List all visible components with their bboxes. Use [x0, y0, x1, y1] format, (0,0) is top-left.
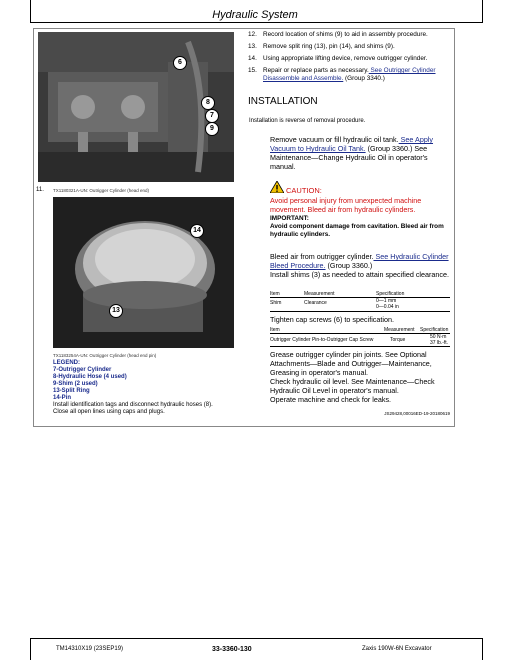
table-cell: Shim	[270, 300, 282, 306]
table-header: Item	[270, 291, 280, 297]
apply-vacuum-link[interactable]: See Apply Vacuum to Hydraulic Oil Tank.	[270, 135, 434, 153]
figure-2-photo	[53, 197, 234, 348]
caution-text: Avoid personal injury from unexpected machine movement. Bleed air from hydraulic cylinders.	[270, 196, 422, 214]
table-cell: Clearance	[304, 300, 327, 306]
important-label: IMPORTANT:	[270, 215, 309, 222]
legend-item: 7-Outrigger Cylinder	[53, 367, 112, 373]
table-header: Measurement	[384, 327, 415, 333]
callout-8: 8	[201, 96, 215, 110]
callout-6: 6	[173, 56, 187, 70]
bleed-air-paragraph: Bleed air from outrigger cylinder. See Hydraulic Cylinder Bleed Procedure. (Group 3360.)	[270, 252, 449, 270]
table-cell: 50 N·m	[430, 334, 447, 340]
callout-14: 14	[190, 224, 204, 238]
callout-7: 7	[205, 109, 219, 123]
grease-pins-paragraph: Grease outrigger cylinder pin joints. See Optional Attachments—Blade and Outrigger—Maintenance, Greasing in operator's manual.	[270, 350, 432, 377]
footer-machine-model: Zaxis 190W-6N Excavator	[362, 646, 432, 652]
legend-item: 14-Pin	[53, 395, 72, 401]
figure-1-caption: TX1180321A-UN: Outrigger Cylinder (head end)	[53, 188, 149, 193]
torque-spec-table	[270, 327, 450, 347]
footer-left-border	[30, 638, 31, 660]
legend-item: 13-Split Ring	[53, 388, 90, 394]
step-15: 15. Repair or replace parts as necessary. See Outrigger Cylinder Disassemble and Assemble. (Group 3340.)	[248, 67, 436, 82]
footer-right-border	[482, 638, 483, 660]
table-header: Specification	[376, 291, 405, 297]
outrigger-disassemble-link[interactable]: See Outrigger Cylinder Disassemble and Assemble.	[263, 67, 436, 82]
table-cell: 0—1 mm	[376, 298, 397, 304]
caution-label: CAUTION:	[286, 186, 322, 195]
operate-machine-paragraph: Operate machine and check for leaks.	[270, 395, 392, 404]
installation-heading: INSTALLATION	[248, 96, 318, 107]
table-cell: 0—0.04 in	[376, 304, 399, 310]
legend	[53, 360, 213, 416]
legend-title: LEGEND:	[53, 360, 80, 366]
callout-13: 13	[109, 304, 123, 318]
check-oil-level-paragraph: Check hydraulic oil level. See Maintenance—Check Hydraulic Oil Level in operator's manual.	[270, 377, 435, 395]
callout-9: 9	[205, 122, 219, 136]
cylinder-pin-illustration	[53, 197, 234, 348]
step-12: 12. Record location of shims (9) to aid in assembly procedure.	[248, 31, 428, 38]
step-14: 14. Using appropriate lifting device, remove outrigger cylinder.	[248, 55, 428, 62]
table-header: Item	[270, 327, 280, 333]
footer-page-number: 33-3360-130	[212, 646, 252, 653]
document-reference: JS29428,00016ED-19-20180619	[384, 411, 450, 416]
disconnect-hoses-text: Install identification tags and disconnect hydraulic hoses (8).	[53, 402, 213, 408]
figure-2-caption: TX1183254A-UN: Outrigger Cylinder (head end pin)	[53, 353, 157, 358]
table-header: Measurement	[304, 291, 335, 297]
table-cell: Outrigger Cylinder Pin-to-Outrigger Cap Screw	[270, 337, 374, 343]
step-13: 13. Remove split ring (13), pin (14), and shims (9).	[248, 43, 395, 50]
shim-spec-table	[270, 291, 450, 317]
table-cell: 37 lb.-ft.	[430, 340, 449, 346]
legend-item: 9-Shim (2 used)	[53, 381, 98, 387]
footer-manual-id: TM14310X19 (23SEP19)	[56, 646, 124, 652]
bleed-procedure-link[interactable]: See Hydraulic Cylinder Bleed Procedure.	[270, 252, 449, 270]
close-lines-text: Close all open lines using caps and plugs.	[53, 409, 165, 415]
install-shims-paragraph: Install shims (3) as needed to attain specified clearance.	[270, 270, 449, 279]
table-header: Specification	[420, 327, 449, 333]
warning-triangle-icon	[270, 181, 284, 193]
footer-rule	[30, 638, 483, 639]
legend-item: 8-Hydraulic Hose (4 used)	[53, 374, 127, 380]
important-text: Avoid component damage from cavitation. Bleed air from hydraulic cylinders.	[270, 223, 444, 238]
header-rule	[30, 22, 483, 23]
section-title: Hydraulic System	[212, 9, 298, 21]
tighten-cap-screws-paragraph: Tighten cap screws (6) to specification.	[270, 315, 394, 324]
installation-intro: Installation is reverse of removal procedure.	[249, 118, 366, 124]
fill-hydraulic-tank-paragraph: Remove vacuum or fill hydraulic oil tank. See Apply Vacuum to Hydraulic Oil Tank. (Group 3360.) See Maintenance—Change Hydraulic Oil in operator's manual.	[270, 135, 434, 171]
figure-1-number: 11.	[36, 187, 44, 193]
table-cell: Torque	[390, 337, 406, 343]
